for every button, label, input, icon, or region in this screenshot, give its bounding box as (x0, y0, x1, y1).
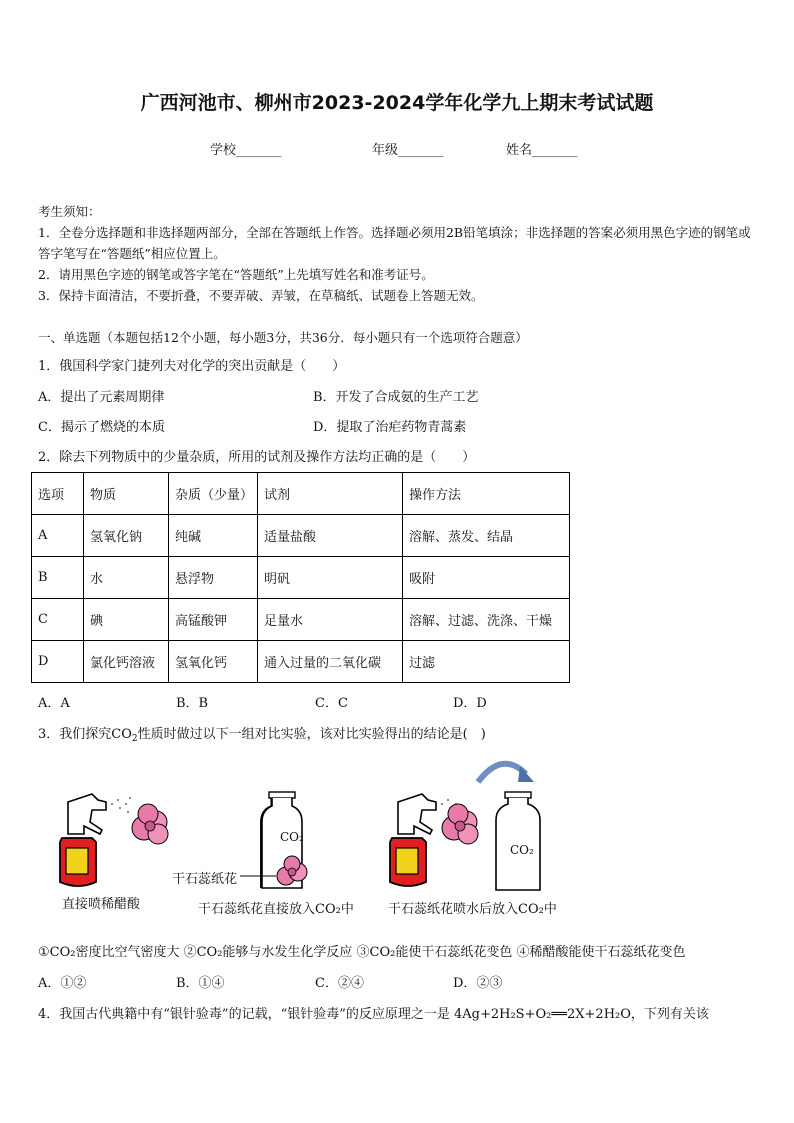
jar1-label: CO₂ (280, 830, 304, 844)
q1-option-a: A．提出了元素周期律 (38, 390, 165, 405)
table-row (32, 515, 570, 557)
notice-item-2: 2．请用黑色字迹的钢笔或答字笔在“答题纸”上先填写姓名和准考证号。 (38, 267, 434, 282)
caption-2: 干石蕊纸花直接放入CO₂中 (198, 902, 354, 917)
table-header-cell: 操作方法 (403, 473, 570, 515)
grade-field: 年级_______ (372, 143, 444, 158)
q3-option-d: D．②③ (453, 976, 503, 991)
flower-icon (442, 804, 478, 844)
caption-3: 干石蕊纸花喷水后放入CO₂中 (388, 902, 557, 917)
q3-stem-text-2: 性质时做过以下一组对比实验，该对比实验得出的结论是( ) (137, 727, 486, 742)
table-row (32, 599, 570, 641)
table-cell: 明矾 (258, 557, 403, 599)
table-cell: C (32, 599, 84, 641)
table-cell: 适量盐酸 (258, 515, 403, 557)
q3-option-b: B．①④ (176, 976, 225, 991)
table-cell: 水 (84, 557, 169, 599)
notice-item-3: 3．保持卡面清洁，不要折叠，不要弄破、弄皱，在草稿纸、试题卷上答题无效。 (38, 288, 484, 303)
gas-jar (496, 792, 540, 890)
table-cell: 氢氧化钙 (169, 641, 258, 683)
table-cell: 通入过量的二氧化碳 (258, 641, 403, 683)
section-heading: 一、单选题（本题包括12个小题，每小题3分，共36分．每小题只有一个选项符合题意） (38, 330, 528, 345)
q2-option-a: A．A (38, 696, 70, 711)
q2-stem: 2．除去下列物质中的少量杂质，所用的试剂及操作方法均正确的是（ ） (38, 450, 476, 465)
q3-stem-subscript: 2 (131, 734, 138, 744)
q4-stem: 4．我国古代典籍中有“银针验毒”的记载，“银针验毒”的反应原理之一是 4Ag+2H₂S+O₂══2X+2H₂O，下列有关该 (38, 1007, 709, 1022)
q3-option-c: C．②④ (315, 976, 364, 991)
q2-option-d: D．D (453, 696, 487, 711)
table-cell: 氢氧化钠 (84, 515, 169, 557)
table-header-cell: 杂质（少量） (169, 473, 258, 515)
table-cell: 溶解、过滤、洗涤、干燥 (403, 599, 570, 641)
table-cell: D (32, 641, 84, 683)
table-row (32, 641, 570, 683)
table-cell: 悬浮物 (169, 557, 258, 599)
q1-stem: 1．俄国科学家门捷列夫对化学的突出贡献是（ ） (38, 359, 346, 374)
table-header-cell: 物质 (84, 473, 169, 515)
pointer-label: 干石蕊纸花 (172, 872, 238, 887)
q3-stem (38, 723, 486, 744)
q3-option-a: A．①② (38, 976, 87, 991)
table-cell: 溶解、蒸发、结晶 (403, 515, 570, 557)
flower-icon (132, 804, 168, 844)
q1-option-b: B．开发了合成氨的生产工艺 (313, 390, 479, 405)
table-cell: 碘 (84, 599, 169, 641)
exam-title: 广西河池市、柳州市2023-2024学年化学九上期末考试试题 (140, 92, 654, 114)
table-header-cell: 选项 (32, 473, 84, 515)
table-cell: 吸附 (403, 557, 570, 599)
table-cell: 过滤 (403, 641, 570, 683)
table-cell: 足量水 (258, 599, 403, 641)
caption-1: 直接喷稀醋酸 (62, 897, 141, 912)
q1-option-d: D．提取了治疟药物青蒿素 (313, 420, 467, 435)
table-cell: A (32, 515, 84, 557)
arrow-head-icon (518, 766, 534, 782)
table-header-row (32, 473, 570, 515)
spray-bottle-icon (60, 794, 106, 886)
q3-stem-text: 3．我们探究CO (38, 727, 132, 742)
notice-item-1: 1．全卷分选择题和非选择题两部分，全部在答题纸上作答。选择题必须用2B铅笔填涂；非选择题的答案必须用黑色字迹的钢笔或答字笔写在“答题纸”相应位置上。 (38, 225, 751, 261)
table-cell: 高锰酸钾 (169, 599, 258, 641)
name-field: 姓名_______ (506, 143, 578, 158)
table-row (32, 557, 570, 599)
table-header-cell: 试剂 (258, 473, 403, 515)
spray-bottle-icon (390, 794, 436, 886)
school-field: 学校_______ (210, 143, 282, 158)
q3-experiment-figure (40, 752, 600, 897)
table-cell: B (32, 557, 84, 599)
table-cell: 氯化钙溶液 (84, 641, 169, 683)
q2-option-b: B．B (176, 696, 209, 711)
q2-option-c: C．C (315, 696, 348, 711)
q2-table (31, 472, 570, 683)
spray-mist (111, 797, 131, 813)
jar2-label: CO₂ (510, 843, 534, 857)
table-cell: 纯碱 (169, 515, 258, 557)
q3-conclusions: ①CO₂密度比空气密度大 ②CO₂能够与水发生化学反应 ③CO₂能使干石蕊纸花变色 ④稀醋酸能使干石蕊纸花变色 (38, 945, 686, 960)
q1-option-c: C．揭示了燃烧的本质 (38, 420, 165, 435)
notice-heading: 考生须知： (38, 204, 101, 219)
